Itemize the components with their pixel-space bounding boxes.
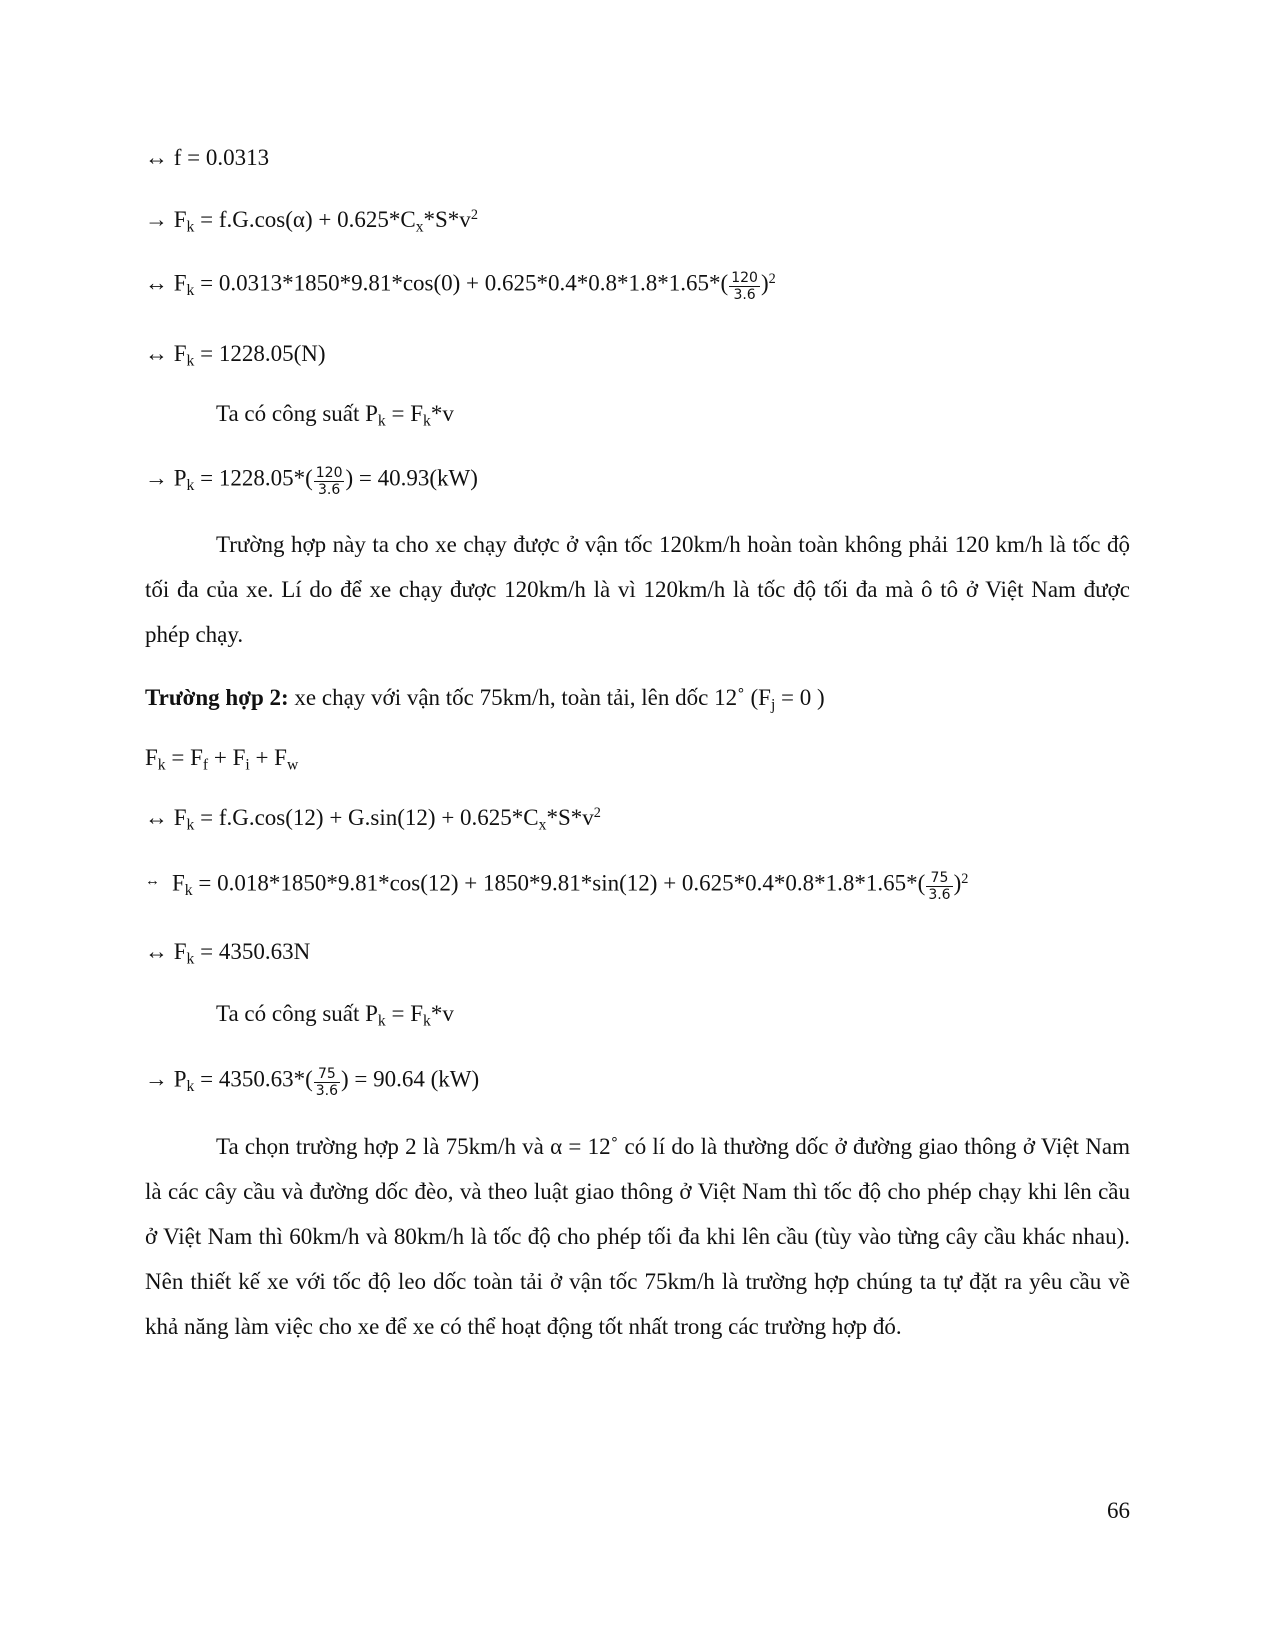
- power-definition-2: Ta có công suất $P_k = F_k*v$: [216, 1001, 454, 1030]
- fraction: $\frac{75}{3.6}$: [928, 870, 951, 904]
- case2-note-paragraph: Ta chọn trường hợp 2 là 75km/h và α = 12˚ có lí do là thường dốc ở đường giao thông ở Việt Nam là các cây cầu và đường dốc đèo, và theo luật giao thông ở Việt Nam thì tốc độ cho phép chạy khi lên cầu ở Việt Nam thì 60km/h và 80km/h là tốc độ cho phép tối đa khi lên cầu (tùy vào từng cây cầu khác nhau). Nên thiết kế xe với tốc độ leo dốc toàn tải ở vận tốc 75km/h là trường hợp chúng ta tự đặt ra yêu cầu về khả năng làm việc cho xe để xe có thể hoạt động tốt nhất trong các trường hợp đó.: [145, 1134, 1130, 1339]
- equation-fk-formula-2: ↔ $F_k = f.G.\cos(12) + G.\sin(12) + 0.625*C_x*S*v^2$: [145, 805, 601, 834]
- equation-fk-result-2: ↔ $F_k = 4350.63N$: [145, 939, 311, 968]
- fraction: $\frac{75}{3.6}$: [315, 1066, 339, 1100]
- fraction: $\frac{120}{3.6}$: [731, 270, 758, 304]
- case2-heading: Trường hợp 2: xe chạy với vận tốc 75km/h, toàn tải, lên dốc 12˚ ($F_j = 0$ ): [145, 685, 825, 714]
- equation-fk-substitution-2: ↔ $F_k = 0.018*1850*9.81*\cos(12) + 1850*9.81*\sin(12) + 0.625*0.4*0.8*1.8*1.65*$( $\frac{75}{3.6}$ )$^2$: [145, 870, 969, 904]
- equation-f-value: ↔ f = 0.0313: [145, 145, 270, 170]
- fraction: $\frac{120}{3.6}$: [315, 465, 343, 499]
- equation-fk-result-1: ↔ $F_k = 1228.05(N)$: [145, 341, 326, 370]
- case1-note-paragraph: Trường hợp này ta cho xe chạy được ở vận tốc 120km/h hoàn toàn không phải 120 km/h là tốc độ tối đa của xe. Lí do để xe chạy được 120km/h là vì 120km/h là tốc độ tối đa mà ô tô ở Việt Nam được phép chạy.: [145, 532, 1130, 647]
- equation-fk-sum: $F_k = F_f + F_i + F_w$: [145, 745, 299, 774]
- power-definition-1: Ta có công suất $P_k = F_k*v$: [216, 401, 454, 430]
- equation-pk-result-1: → $P_k = 1228.05*$( $\frac{120}{3.6}$ ) = 40.93(kW): [145, 465, 478, 499]
- equation-fk-formula-1: → $F_k = f.G.\cos(\alpha) + 0.625*C_x*S*v^2$: [145, 207, 478, 236]
- equation-pk-result-2: → $P_k = 4350.63*$( $\frac{75}{3.6}$ ) = 90.64 (kW): [145, 1066, 480, 1100]
- equation-fk-substitution-1: ↔ $F_k = 0.0313*1850*9.81*\cos(0) + 0.625*0.4*0.8*1.8*1.65*$( $\frac{120}{3.6}$ )$^2$: [145, 270, 776, 304]
- page-number: 66: [1107, 1498, 1130, 1523]
